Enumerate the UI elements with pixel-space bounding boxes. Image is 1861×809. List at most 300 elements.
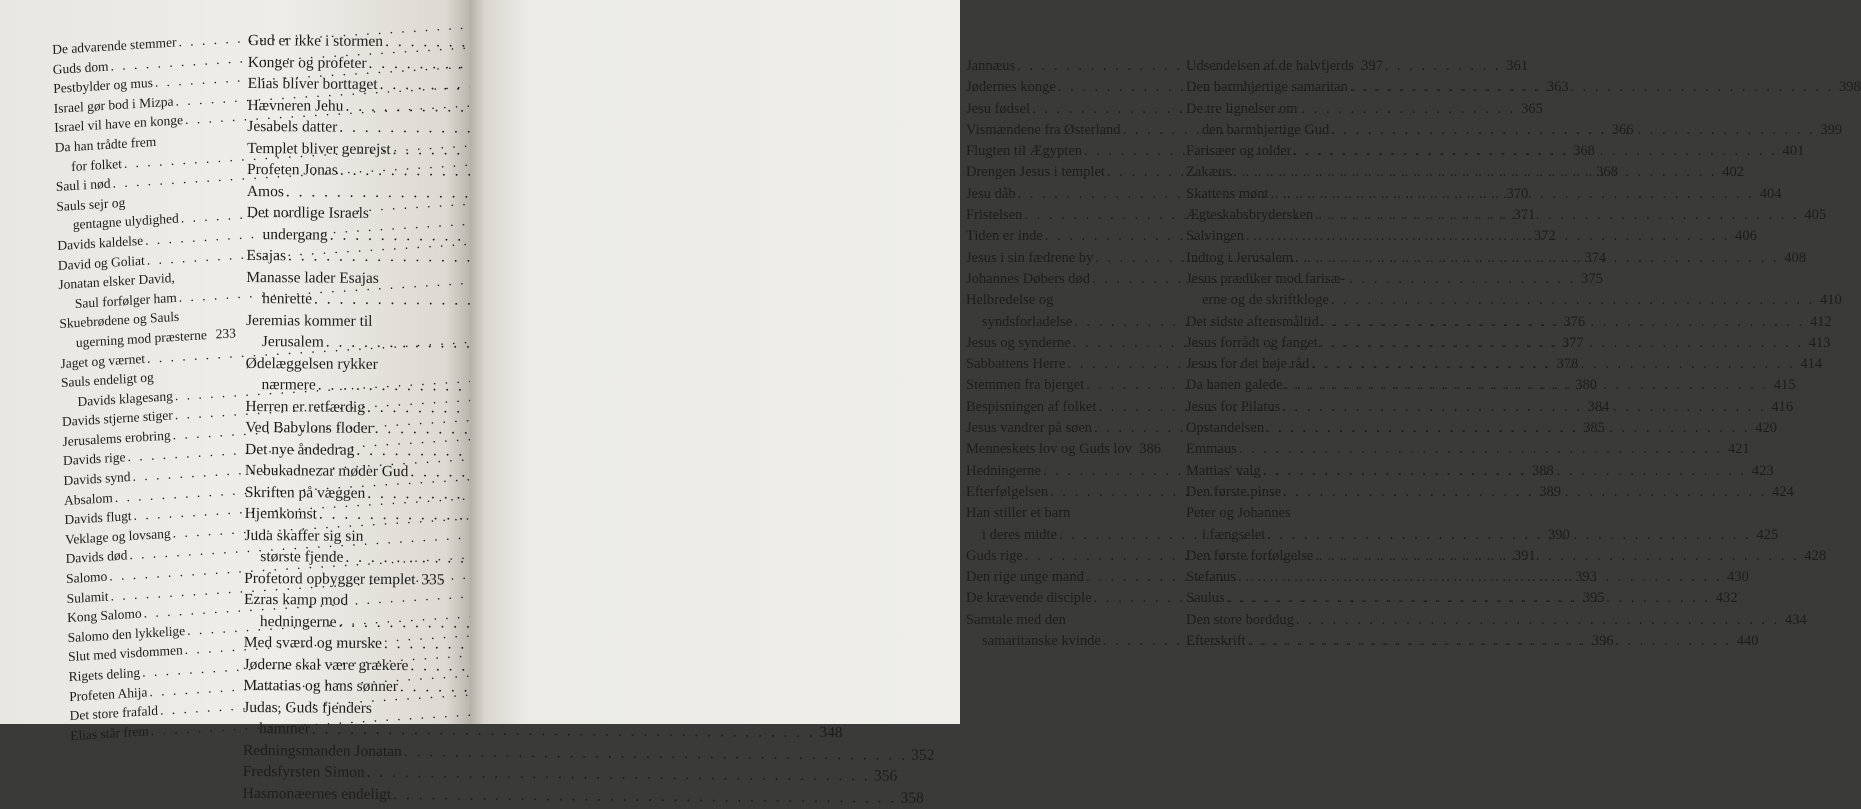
toc-entry-title: erne og de skriftkloge bbox=[1202, 290, 1329, 311]
toc-entry-title: Den første pinse bbox=[1186, 482, 1281, 503]
toc-entry bbox=[1186, 56, 1380, 77]
toc-entry-title: Det nordlige Israels bbox=[247, 202, 369, 224]
toc-column-4 bbox=[1186, 56, 1380, 652]
dot-leader bbox=[1321, 312, 1805, 333]
toc-entry bbox=[966, 205, 1160, 226]
toc-entry-page-number: 428 bbox=[1802, 546, 1826, 567]
toc-entry-page-number: 363 bbox=[1545, 77, 1569, 98]
toc-entry-page-number: 388 bbox=[1530, 461, 1554, 482]
toc-entry-title: Hjemkomst bbox=[245, 503, 317, 525]
toc-entry-page-number: 430 bbox=[1725, 567, 1749, 588]
toc-entry-title: Stemmen fra bjerget bbox=[966, 375, 1084, 396]
toc-entry bbox=[1186, 610, 1380, 631]
dot-leader bbox=[1282, 397, 1766, 418]
toc-entry-title: Davids klagesang bbox=[77, 386, 173, 411]
toc-entry-title: for folket bbox=[71, 154, 122, 177]
dot-leader bbox=[1294, 141, 1778, 162]
toc-entry-page-number: 440 bbox=[1734, 631, 1758, 652]
toc-entry bbox=[1186, 162, 1380, 183]
dot-leader bbox=[209, 325, 210, 345]
toc-entry bbox=[966, 418, 1160, 439]
toc-entry-page-number: 412 bbox=[1808, 312, 1832, 333]
toc-entry-page-number: 415 bbox=[1772, 375, 1796, 396]
toc-entry-page-number: 335 bbox=[420, 569, 444, 591]
toc-entry-title: Jesus i sin fædrene by bbox=[966, 248, 1093, 269]
dot-leader bbox=[1238, 567, 1722, 588]
toc-entry bbox=[966, 461, 1160, 482]
toc-entry bbox=[243, 653, 443, 676]
toc-entry bbox=[246, 266, 446, 289]
dot-leader bbox=[1331, 290, 1815, 311]
toc-entry-title: Skattens mønt bbox=[1186, 184, 1269, 205]
toc-entry-title: Juda skaffer sig sin bbox=[244, 524, 363, 546]
toc-entry-title: største fjende bbox=[260, 546, 343, 568]
toc-entry-title: Han stiller et barn bbox=[966, 503, 1070, 524]
toc-entry-title: Stefanus bbox=[1186, 567, 1236, 588]
toc-entry bbox=[1186, 333, 1380, 354]
dot-leader bbox=[1285, 375, 1769, 396]
toc-entry-title: Jerusalems erobring bbox=[62, 425, 171, 451]
toc-entry-title: Jesus for Pilatus bbox=[1186, 397, 1280, 418]
toc-entry-title: Det sidste aftensmåltid bbox=[1186, 312, 1319, 333]
toc-entry bbox=[244, 546, 444, 569]
right-page bbox=[470, 0, 960, 724]
toc-entry-title: Slut med visdommen bbox=[68, 641, 183, 668]
toc-entry-title: Drengen Jesus i templet bbox=[966, 162, 1105, 183]
toc-entry bbox=[248, 51, 448, 74]
toc-entry bbox=[247, 202, 447, 225]
toc-entry-title: Fredsfyrsten Simon bbox=[243, 761, 365, 783]
toc-entry-page-number: 413 bbox=[1807, 333, 1831, 354]
dot-leader bbox=[1266, 418, 1750, 439]
toc-entry-title: Jesus for det høje råd bbox=[1186, 354, 1309, 375]
toc-entry-title: Efterskrift bbox=[1186, 631, 1246, 652]
toc-entry-page-number: 378 bbox=[1554, 354, 1578, 375]
toc-entry bbox=[966, 184, 1160, 205]
toc-entry-title: Samtale med den bbox=[966, 610, 1066, 631]
toc-entry-title: Veklage og lovsang bbox=[65, 524, 171, 550]
toc-entry bbox=[966, 588, 1160, 609]
toc-entry bbox=[1186, 397, 1380, 418]
toc-entry-title: Elias står frem bbox=[70, 721, 149, 745]
toc-entry-title: Den rige unge mand bbox=[966, 567, 1084, 588]
dot-leader bbox=[1331, 120, 1815, 141]
toc-entry-page-number: 356 bbox=[873, 765, 897, 787]
toc-entry bbox=[245, 460, 445, 483]
toc-entry-page-number: 385 bbox=[1581, 418, 1605, 439]
dot-leader bbox=[1233, 162, 1717, 183]
toc-entry-title: Profeten Jonas bbox=[247, 159, 338, 181]
toc-entry-page-number: 368 bbox=[1594, 162, 1618, 183]
dot-leader bbox=[1267, 525, 1751, 546]
toc-entry-title: Esajas bbox=[246, 245, 286, 267]
toc-entry-page-number: 352 bbox=[910, 744, 934, 766]
toc-entry-title: Jesu fødsel bbox=[966, 99, 1030, 120]
toc-entry bbox=[246, 245, 446, 268]
toc-entry-title: Guds dom bbox=[53, 56, 109, 79]
toc-entry-title: Profetord opbygger templet bbox=[244, 567, 415, 590]
dot-leader bbox=[1311, 354, 1795, 375]
dot-leader bbox=[1239, 439, 1723, 460]
toc-entry bbox=[966, 141, 1160, 162]
toc-entry-title: Gud er ikke i stormen bbox=[248, 30, 383, 52]
book-spread bbox=[0, 0, 960, 724]
toc-entry-title: Den første forfølgelse bbox=[1186, 546, 1313, 567]
toc-entry bbox=[1186, 482, 1380, 503]
toc-entry bbox=[966, 99, 1160, 120]
toc-entry-title: Konger og profeter bbox=[248, 51, 367, 73]
toc-entry bbox=[1186, 631, 1380, 652]
toc-entry-title: Jødernes konge bbox=[966, 77, 1056, 98]
toc-entry bbox=[966, 290, 1160, 311]
toc-entry-title: Elias bliver borttaget bbox=[248, 73, 378, 95]
toc-entry bbox=[243, 739, 443, 762]
toc-entry-title: Absalom bbox=[64, 488, 113, 511]
toc-entry-title: i deres midte bbox=[982, 525, 1057, 546]
toc-entry bbox=[966, 397, 1160, 418]
toc-entry bbox=[966, 226, 1160, 247]
toc-entry bbox=[1186, 525, 1380, 546]
toc-entry bbox=[1186, 226, 1380, 247]
toc-entry-title: Saul forfølger ham bbox=[75, 288, 177, 314]
toc-entry-page-number: 395 bbox=[1581, 588, 1605, 609]
toc-entry bbox=[1186, 418, 1380, 439]
toc-entry bbox=[966, 120, 1160, 141]
toc-entry bbox=[1186, 461, 1380, 482]
toc-entry bbox=[243, 761, 443, 784]
toc-entry bbox=[244, 524, 444, 547]
toc-entry-page-number: 390 bbox=[1546, 525, 1570, 546]
dot-leader bbox=[393, 784, 897, 809]
toc-entry-page-number: 393 bbox=[1573, 567, 1597, 588]
toc-entry bbox=[247, 116, 447, 139]
toc-entry bbox=[966, 248, 1160, 269]
toc-entry-title: Hævneren Jehu bbox=[247, 94, 343, 116]
toc-entry-title: Saul i nød bbox=[56, 174, 111, 197]
toc-entry-title: Emmaus bbox=[1186, 439, 1237, 460]
toc-entry-title: Jesus og synderne bbox=[966, 333, 1071, 354]
toc-entry bbox=[966, 503, 1160, 524]
toc-entry-page-number: 365 bbox=[1519, 99, 1543, 120]
toc-entry-title: Amos bbox=[247, 180, 284, 202]
toc-entry-title: Davids kaldelse bbox=[57, 231, 143, 256]
toc-entry-title: Sulamit bbox=[66, 586, 108, 608]
toc-entry-title: Udsendelsen af de halvfjerds bbox=[1186, 56, 1354, 77]
toc-entry bbox=[244, 610, 444, 633]
toc-entry-title: Da han trådte frem bbox=[55, 132, 157, 158]
toc-entry-title: Profeten Ahija bbox=[69, 682, 148, 706]
toc-entry-page-number: 410 bbox=[1818, 290, 1842, 311]
toc-entry-title: Herren er retfærdig bbox=[245, 395, 365, 417]
toc-entry-title: Davids flugt bbox=[64, 506, 132, 530]
toc-entry-page-number: 423 bbox=[1750, 461, 1774, 482]
toc-entry bbox=[245, 503, 445, 526]
toc-entry bbox=[246, 223, 446, 246]
toc-entry-page-number: 386 bbox=[1137, 439, 1161, 460]
toc-entry-page-number: 377 bbox=[1560, 333, 1584, 354]
toc-entry bbox=[246, 288, 446, 311]
toc-entry-title: Bespisningen af folket bbox=[966, 397, 1096, 418]
toc-entry-title: Davids rige bbox=[63, 448, 126, 471]
toc-entry-title: syndsforladelse bbox=[982, 312, 1072, 333]
toc-entry-title: Salomo den lykkelige bbox=[67, 621, 185, 648]
dot-leader bbox=[1227, 588, 1711, 609]
toc-entry bbox=[966, 610, 1160, 631]
toc-entry bbox=[1186, 567, 1380, 588]
toc-entry bbox=[245, 481, 445, 504]
toc-entry-title: Jesu dåb bbox=[966, 184, 1016, 205]
toc-entry-title: Peter og Johannes bbox=[1186, 503, 1291, 524]
toc-entry-title: Hasmonæernes endeligt bbox=[243, 782, 392, 805]
toc-entry-title: Skuebrødene og Sauls bbox=[59, 307, 179, 334]
toc-entry bbox=[245, 438, 445, 461]
toc-entry-title: Ezras kamp mod bbox=[244, 589, 348, 611]
toc-entry bbox=[966, 77, 1160, 98]
dot-leader bbox=[1246, 226, 1730, 247]
toc-entry-page-number: 424 bbox=[1770, 482, 1794, 503]
toc-entry-title: Jonatan elsker David, bbox=[58, 268, 175, 295]
toc-entry-title: Davids synd bbox=[63, 467, 131, 491]
dot-leader bbox=[1350, 77, 1834, 98]
toc-entry bbox=[966, 439, 1160, 460]
toc-entry-title: Israel gør bod i Mizpa bbox=[54, 91, 174, 118]
toc-entry bbox=[248, 73, 448, 96]
toc-entry-page-number: 399 bbox=[1818, 120, 1842, 141]
toc-entry-page-number: 421 bbox=[1726, 439, 1750, 460]
toc-entry-title: Den barmhjertige samaritan bbox=[1186, 77, 1348, 98]
toc-entry-page-number: 389 bbox=[1537, 482, 1561, 503]
toc-entry-title: Flugten til Ægypten bbox=[966, 141, 1082, 162]
toc-entry-page-number: 371 bbox=[1511, 205, 1535, 226]
toc-entry-title: Tiden er inde bbox=[966, 226, 1043, 247]
toc-entry bbox=[243, 782, 443, 805]
toc-entry-page-number: 376 bbox=[1561, 312, 1585, 333]
toc-entry-title: Fristelsen bbox=[966, 205, 1022, 226]
toc-entry-page-number: 368 bbox=[1571, 141, 1595, 162]
toc-entry-title: hedningerne bbox=[260, 611, 337, 633]
toc-entry-title: Johannes Døbers død bbox=[966, 269, 1090, 290]
toc-entry-title: Mattias' valg bbox=[1186, 461, 1261, 482]
toc-entry-page-number: 420 bbox=[1753, 418, 1777, 439]
toc-entry bbox=[1186, 141, 1380, 162]
toc-entry-page-number: 416 bbox=[1769, 397, 1793, 418]
toc-entry-title: Efterfølgelsen bbox=[966, 482, 1048, 503]
toc-entry-title: Pestbylder og mus bbox=[53, 73, 153, 99]
toc-entry-title: i fængselet bbox=[1202, 525, 1265, 546]
dot-leader bbox=[1296, 610, 1780, 631]
toc-entry bbox=[244, 632, 444, 655]
toc-entry-title: Kong Salomo bbox=[67, 604, 142, 628]
toc-entry-page-number: 366 bbox=[1609, 120, 1633, 141]
toc-entry-page-number: 396 bbox=[1590, 631, 1614, 652]
toc-entry-page-number: 374 bbox=[1582, 248, 1606, 269]
toc-entry-title: Ødelæggelsen rykker bbox=[246, 352, 378, 374]
toc-entry-page-number: 370 bbox=[1504, 184, 1528, 205]
dot-leader bbox=[1320, 333, 1804, 354]
toc-entry-page-number: 405 bbox=[1802, 205, 1826, 226]
toc-entry bbox=[966, 482, 1160, 503]
toc-entry bbox=[1186, 312, 1380, 333]
toc-entry-title: den barmhjertige Gud bbox=[1202, 120, 1329, 141]
toc-entry-page-number: 380 bbox=[1573, 375, 1597, 396]
toc-entry bbox=[245, 417, 445, 440]
toc-entry-page-number: 398 bbox=[1837, 77, 1861, 98]
toc-entry-title: Manasse lader Esajas bbox=[246, 266, 379, 288]
toc-entry bbox=[1186, 588, 1380, 609]
toc-entry-title: Nebukadnezar møder Gud bbox=[245, 460, 409, 483]
toc-entry bbox=[966, 56, 1160, 77]
toc-entry-title: Det store frafald bbox=[69, 701, 158, 726]
toc-entry-title: Ved Babylons floder bbox=[245, 417, 373, 439]
toc-entry bbox=[1186, 354, 1380, 375]
toc-entry bbox=[245, 374, 445, 397]
toc-entry-title: Templet bliver genrejst bbox=[247, 137, 391, 160]
toc-entry-title: Ægteskabsbrydersken bbox=[1186, 205, 1313, 226]
dot-leader bbox=[1283, 482, 1767, 503]
toc-entry bbox=[966, 567, 1160, 588]
toc-entry bbox=[248, 30, 448, 53]
toc-entry-title: ugerning mod præsterne bbox=[76, 325, 208, 353]
toc-entry bbox=[1186, 269, 1380, 290]
toc-entry-title: De krævende disciple bbox=[966, 588, 1092, 609]
toc-entry bbox=[966, 354, 1160, 375]
toc-entry-title: Jesus forrådt og fanget bbox=[1186, 333, 1318, 354]
toc-entry-page-number: 432 bbox=[1714, 588, 1738, 609]
toc-entry bbox=[1186, 99, 1380, 120]
toc-entry-title: Indtog i Jerusalem bbox=[1186, 248, 1293, 269]
toc-entry-title: Mattatias og hans sønner bbox=[243, 675, 398, 698]
toc-entry-page-number: 402 bbox=[1720, 162, 1744, 183]
toc-entry-title: Jannæus bbox=[966, 56, 1015, 77]
toc-entry-page-number: 404 bbox=[1757, 184, 1781, 205]
toc-entry bbox=[1186, 77, 1380, 98]
toc-entry-page-number: 361 bbox=[1504, 56, 1528, 77]
toc-entry-page-number: 425 bbox=[1754, 525, 1778, 546]
toc-entry-title: Jaget og værnet bbox=[60, 348, 145, 373]
toc-entry bbox=[243, 675, 443, 698]
toc-entry bbox=[966, 269, 1160, 290]
toc-entry-title: Sauls endeligt og bbox=[61, 368, 154, 393]
toc-entry bbox=[246, 331, 446, 354]
toc-entry-title: Med sværd og murske bbox=[244, 632, 382, 654]
dot-leader bbox=[1248, 631, 1732, 652]
toc-entry-title: Jeremias kommer til bbox=[246, 309, 373, 331]
toc-entry bbox=[246, 309, 446, 332]
toc-entry-title: gentagne ulydighed bbox=[73, 209, 179, 235]
toc-entry bbox=[966, 546, 1160, 567]
toc-entry bbox=[966, 375, 1160, 396]
toc-entry-title: nærmere bbox=[261, 374, 315, 396]
toc-entry-title: henrette bbox=[262, 288, 312, 310]
toc-entry-title: Da hanen galede bbox=[1186, 375, 1283, 396]
toc-entry-title: Det nye åndedrag bbox=[245, 438, 354, 460]
toc-entry-title: Vismændene fra Østerland bbox=[966, 120, 1121, 141]
toc-entry bbox=[243, 696, 443, 719]
toc-entry bbox=[1186, 184, 1380, 205]
toc-entry bbox=[966, 525, 1160, 546]
dot-leader bbox=[1315, 205, 1799, 226]
toc-entry-title: Saulus bbox=[1186, 588, 1225, 609]
toc-entry-title: Sauls sejr og bbox=[56, 193, 125, 217]
toc-entry bbox=[244, 589, 444, 612]
toc-entry bbox=[245, 395, 445, 418]
dot-leader bbox=[1271, 184, 1755, 205]
toc-entry-title: Judas, Guds fjenders bbox=[243, 696, 372, 718]
toc-entry-page-number: 384 bbox=[1585, 397, 1609, 418]
toc-entry-title: Davids stjerne stiger bbox=[62, 406, 173, 432]
toc-entry-page-number: 406 bbox=[1733, 226, 1757, 247]
toc-entry-title: Salomo bbox=[66, 567, 108, 589]
toc-entry-page-number: 348 bbox=[818, 722, 842, 744]
toc-entry bbox=[1186, 290, 1380, 311]
toc-entry bbox=[247, 180, 447, 203]
toc-entry-title: undergang bbox=[262, 224, 327, 246]
toc-entry bbox=[966, 162, 1160, 183]
dot-leader bbox=[1295, 248, 1779, 269]
toc-entry-title: Jerusalem bbox=[262, 331, 324, 353]
toc-entry bbox=[966, 312, 1160, 333]
toc-entry-title: Den store borddug bbox=[1186, 610, 1294, 631]
toc-entry-title: De tre lignelser om bbox=[1186, 99, 1298, 120]
toc-column-2 bbox=[243, 30, 448, 805]
left-page bbox=[0, 0, 470, 724]
toc-entry-title: Zakæus bbox=[1186, 162, 1231, 183]
toc-entry-title: Menneskets lov og Guds lov bbox=[966, 439, 1132, 460]
toc-entry bbox=[247, 94, 447, 117]
toc-entry bbox=[1186, 120, 1380, 141]
toc-entry-title: Jøderne skal være grækere bbox=[243, 653, 408, 676]
toc-entry-page-number: 414 bbox=[1798, 354, 1822, 375]
toc-entry-page-number: 434 bbox=[1783, 610, 1807, 631]
toc-entry bbox=[246, 352, 446, 375]
toc-entry-title: Israel vil have en konge bbox=[54, 111, 183, 138]
toc-entry-title: Salvingen bbox=[1186, 226, 1244, 247]
toc-entry-title: samaritanske kvinde bbox=[982, 631, 1101, 652]
toc-entry-page-number: 401 bbox=[1780, 141, 1804, 162]
dot-leader bbox=[1263, 461, 1747, 482]
toc-entry bbox=[244, 567, 444, 590]
toc-entry bbox=[1186, 248, 1380, 269]
toc-entry-title: Skriften på væggen bbox=[245, 481, 366, 503]
toc-entry-title: Hedningerne bbox=[966, 461, 1041, 482]
toc-entry-title: Farisæer og tolder bbox=[1186, 141, 1292, 162]
toc-entry-page-number: 375 bbox=[1579, 269, 1603, 290]
toc-entry bbox=[243, 718, 443, 741]
toc-entry-title: Rigets deling bbox=[68, 663, 140, 687]
toc-entry bbox=[1186, 205, 1380, 226]
toc-entry-title: Redningsmanden Jonatan bbox=[243, 739, 402, 762]
toc-entry-title: Jesus prædiker mod farisæ- bbox=[1186, 269, 1345, 290]
toc-entry-page-number: 408 bbox=[1782, 248, 1806, 269]
toc-entry bbox=[1186, 375, 1380, 396]
toc-entry-title: Guds rige bbox=[966, 546, 1023, 567]
toc-entry bbox=[1186, 439, 1380, 460]
toc-entry bbox=[1186, 546, 1380, 567]
toc-entry-title: Jesus vandrer på søen bbox=[966, 418, 1092, 439]
toc-entry bbox=[247, 159, 447, 182]
toc-column-3 bbox=[966, 56, 1160, 652]
toc-entry-page-number: 358 bbox=[900, 787, 924, 809]
toc-entry bbox=[966, 631, 1160, 652]
toc-entry bbox=[247, 137, 447, 160]
toc-entry-title: hammer bbox=[259, 718, 310, 740]
toc-entry-page-number: 397 bbox=[1359, 56, 1383, 77]
toc-entry bbox=[1186, 503, 1380, 524]
dot-leader bbox=[1315, 546, 1799, 567]
toc-entry-title: David og Goliat bbox=[58, 250, 145, 275]
toc-entry-page-number: 233 bbox=[212, 323, 236, 344]
toc-entry-page-number: 372 bbox=[1532, 226, 1556, 247]
